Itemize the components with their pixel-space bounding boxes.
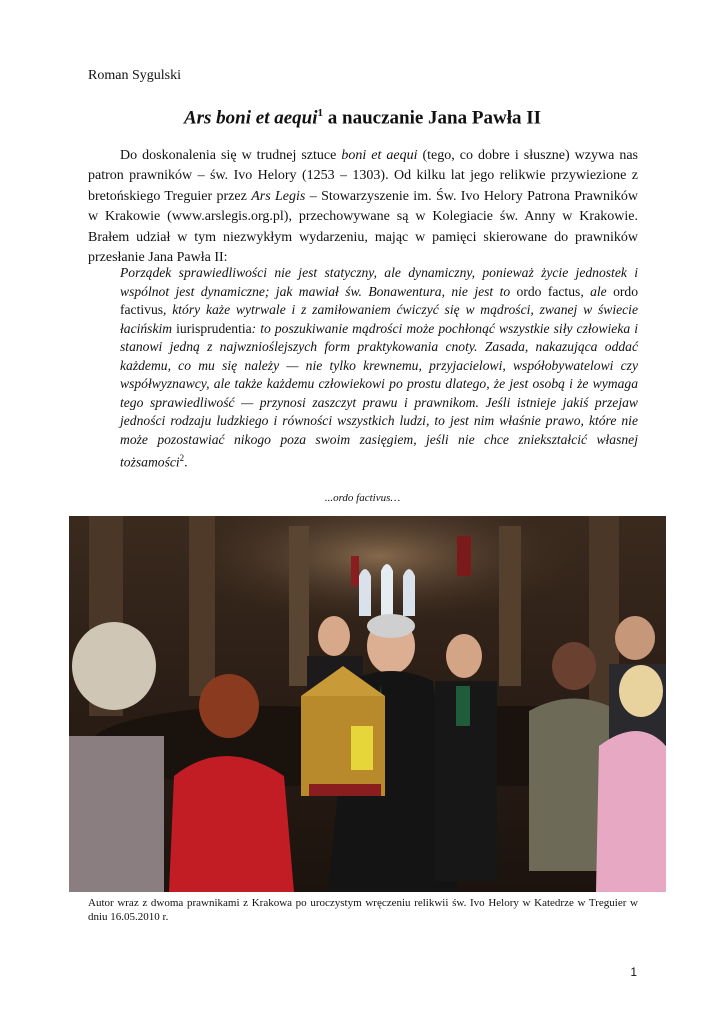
page-title: [0, 107, 725, 129]
intro-text-3: – Stowarzyszenie im. Św. Ivo Helory Patrona Prawników w Krakowie (www.arslegis.org.pl), przechowywane są w Kolegiacie św. Anny w Krakowie. Brałem udział w tym niezwykłym wydarzeniu, mając w pamięci skierowane do prawników przesłanie Jana Pawła II:: [88, 188, 638, 266]
title-rest: a nauczanie Jana Pawła II: [323, 107, 542, 129]
quote-text-3: , który każe wytrwale i z zamiłowaniem ćwiczyć się w mądrości, zwanej w świecie łacińskim: [120, 302, 638, 336]
photo-caption: Autor wraz z dwoma prawnikami z Krakowa po uroczystym wręczeniu relikwii św. Ivo Helory w Katedrze w Treguier w dniu 16.05.2010 r.: [88, 897, 638, 923]
quote-paragraph: [120, 264, 638, 472]
title-italic: Ars boni et aequi: [183, 107, 318, 129]
quote-end: .: [184, 454, 188, 470]
title-footnote-ref: 1: [317, 107, 324, 119]
quote-term-1: ordo factus: [516, 283, 581, 299]
quote-text-1: Porządek sprawiedliwości nie jest statyczny, ale dynamiczny, ponieważ życie jednostek i wspólnot jest dynamiczne; jak mawiał św. Bonawentura, nie jest to: [120, 265, 638, 299]
section-caption: ...ordo factivus…: [324, 492, 401, 504]
quote-term-2: ordo factivus: [120, 283, 638, 317]
intro-italic-2: Ars Legis: [251, 188, 306, 204]
intro-text-2: (tego, co dobre i słuszne) wzywa nas patron prawników – św. Ivo Helory (1253 – 1303). Od kilku lat jego relikwie przywiezione z bretońskiego Treguier przez: [88, 148, 638, 204]
quote-text-4: : to poszukiwanie mądrości może pochłonąć wszystkie siły człowieka i stanowi jedną z najwznioślejszych form praktykowania cnoty. Zasada, nakazująca oddać każdemu, co mu się należy — nie tylko krewnemu, przyjacielowi, współobywatelowi czy współwyznawcy, ale także każdemu człowiekowi po prostu dlatego, że jest osobą i że wymaga tego sprawiedliwość — przynosi zaszczyt prawu i prawnikom. Jeśli istnieje jakiś przejaw jedności rodzaju ludzkiego i równości wszystkich ludzi, to jest nim właśnie prawo, które nie może pozostawiać nikogo poza swoim zasięgiem, jeśli nie chce zniekształcić własnej tożsamości: [120, 320, 638, 470]
cathedral-photo: [69, 516, 666, 892]
intro-italic-1: boni et aequi: [341, 148, 418, 163]
author-name: Roman Sygulski: [88, 68, 181, 83]
intro-text-1: Do doskonalenia się w trudnej sztuce: [120, 148, 342, 163]
intro-paragraph: [88, 146, 638, 268]
quote-footnote-ref: 2: [179, 453, 185, 463]
page-number: 1: [630, 965, 637, 979]
quote-term-3: iurisprudentia: [176, 320, 252, 336]
quote-text-2: , ale: [580, 283, 614, 299]
